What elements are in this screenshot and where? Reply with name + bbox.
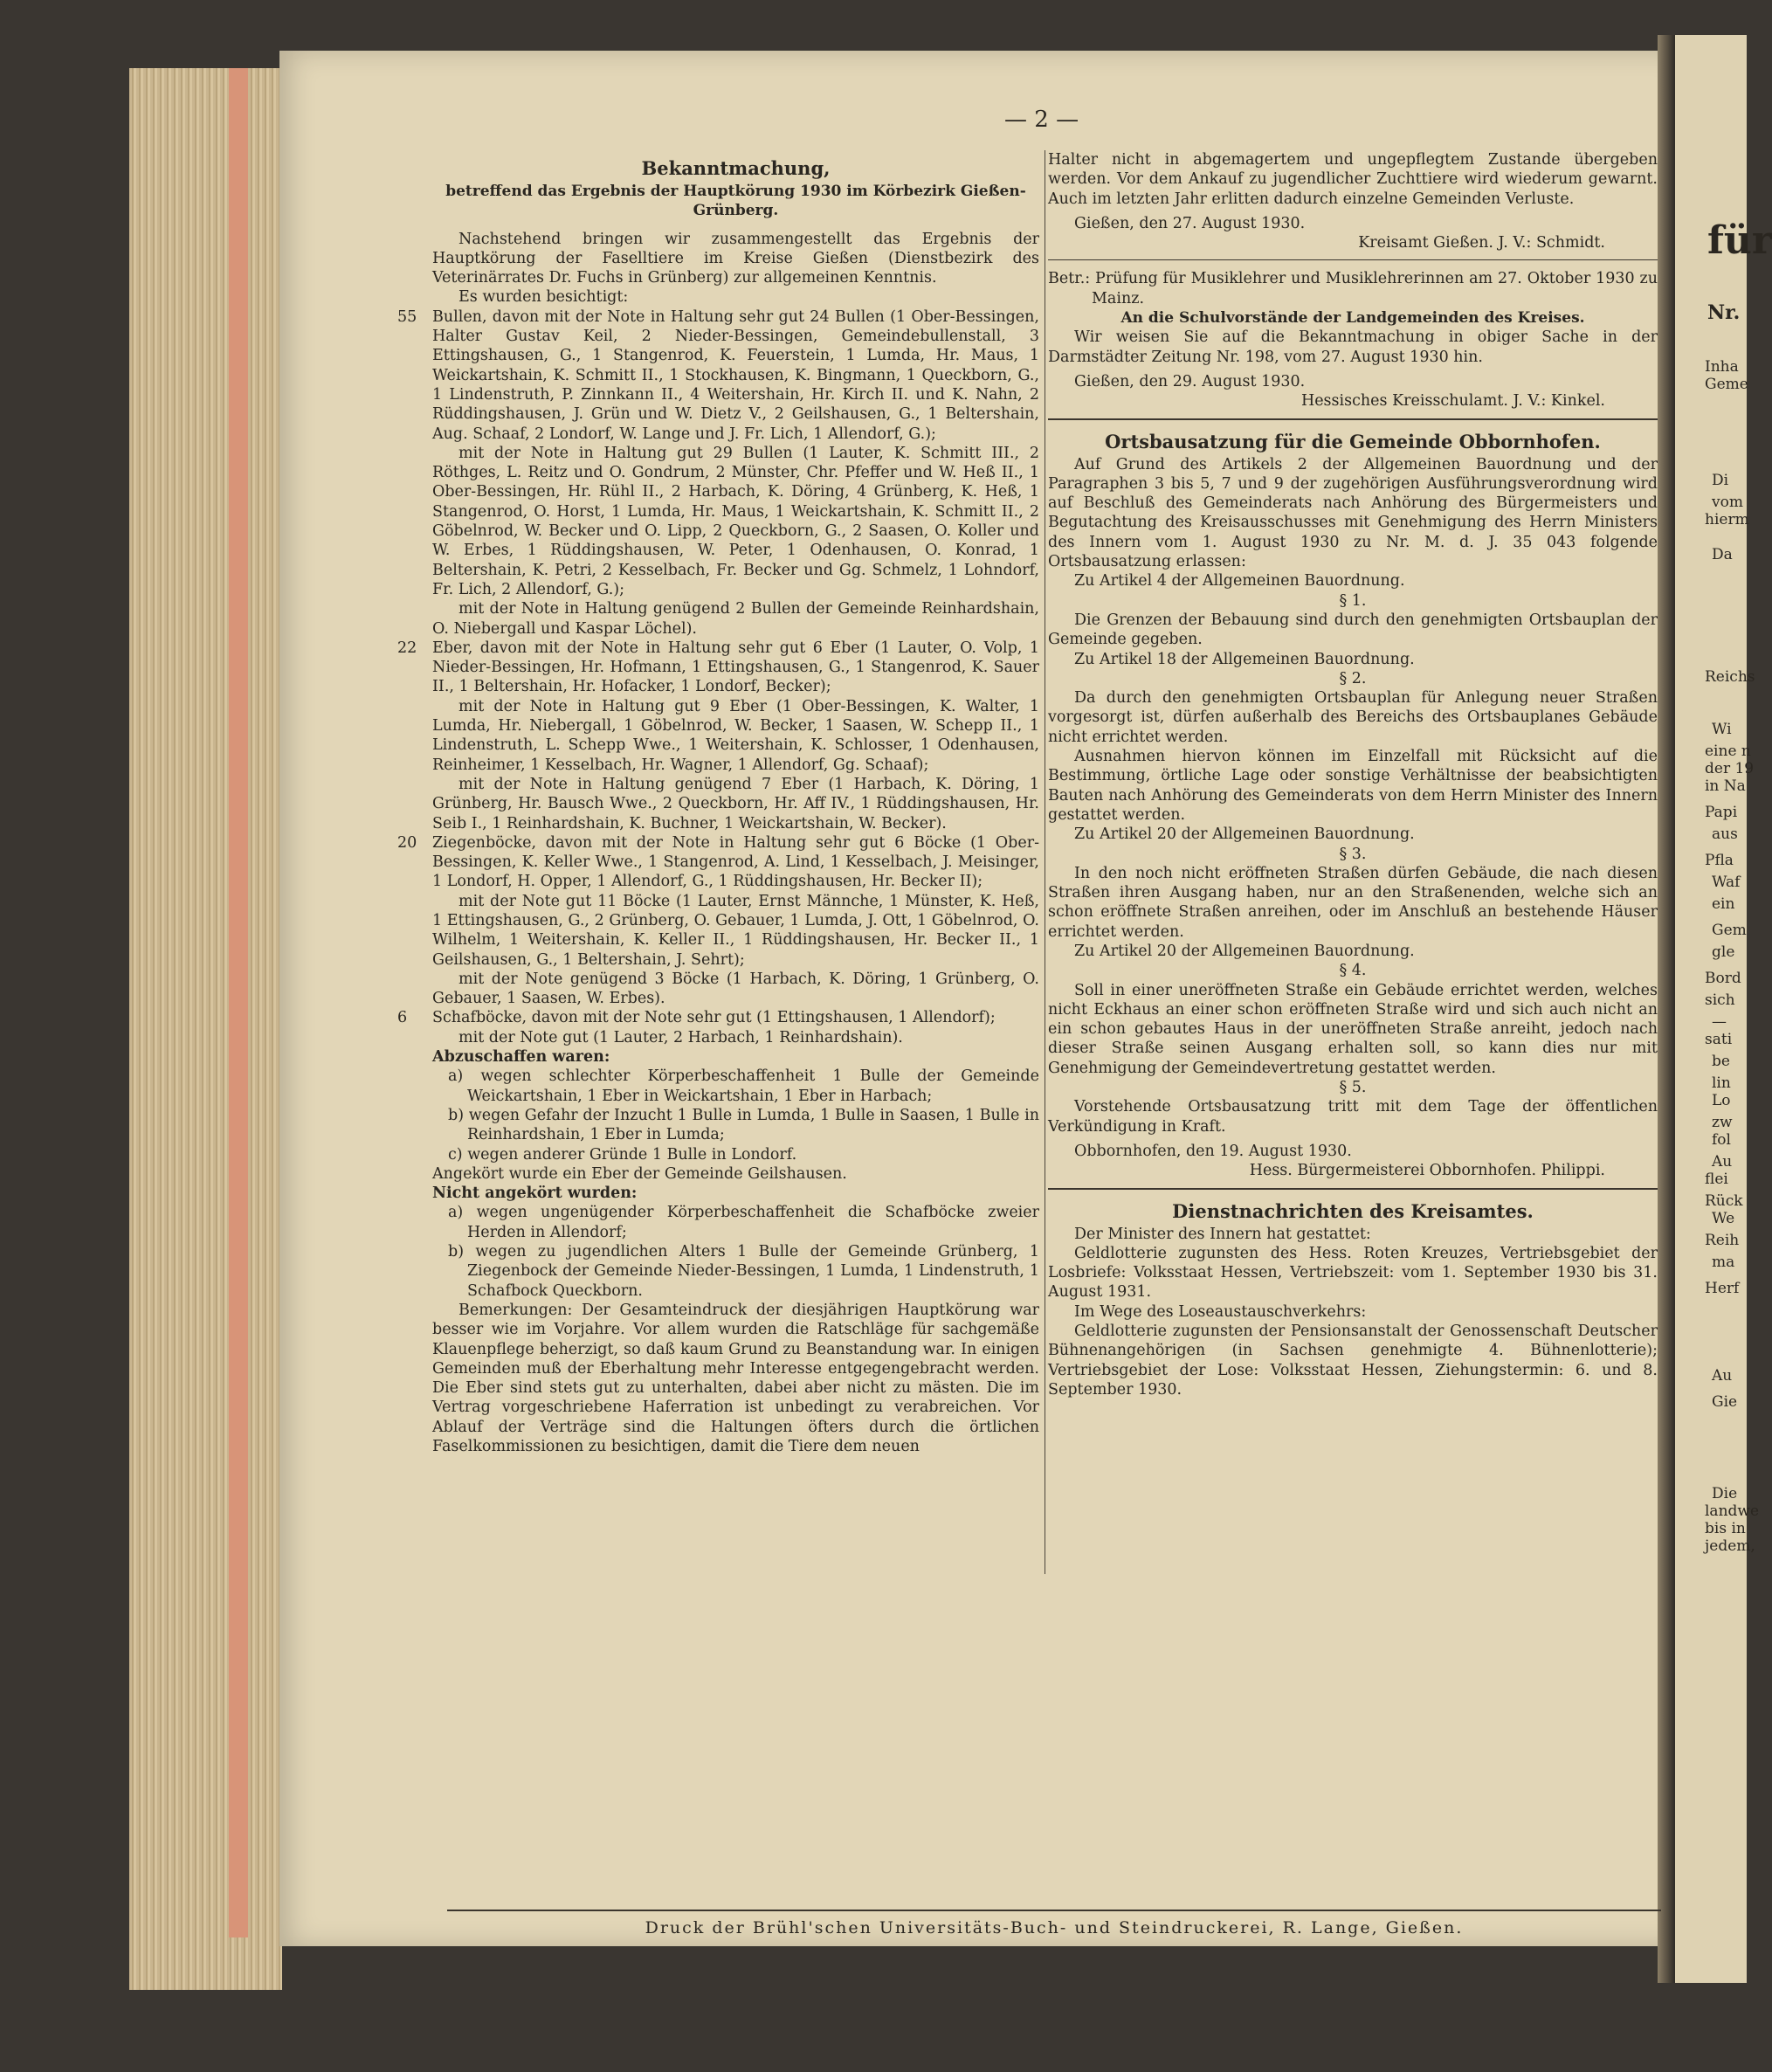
next-page-fragment: Reih (1705, 1232, 1740, 1249)
list-item-eber (397, 639, 1039, 697)
ziegen-genuegend: mit der Note genügend 3 Böcke (1 Harbach, K. Döring, 1 Grünberg, O. Gebauer, 1 Saasen, W. Erbes). (432, 970, 1039, 1008)
abzu-c: c) wegen anderer Gründe 1 Bulle in Londorf. (448, 1145, 797, 1164)
book-red-edge (229, 68, 248, 1937)
next-page-fragment: aus (1712, 825, 1738, 843)
next-page-fragment: zw (1712, 1114, 1733, 1131)
ortsbau-intro: Auf Grund des Artikels 2 der Allgemeinen Bauordnung und der Paragraphen 3 bis 5, 7 und 9 der zugehörigen Ausführungsverordnung wird auf Beschluß des Gemeinderats nach Anhörung des Bürgermeisters und Begutachtung des Kreisausschusses mit Genehmigung des Herrn Ministers des Innern vom 1. August 1930 zu Nr. M. d. J. 35 043 folgende Ortsbausatzung erlassen: (1048, 455, 1658, 571)
next-page-fragment: flei (1705, 1171, 1728, 1188)
ziegen-text: Ziegenböcke, davon mit der Note in Haltung sehr gut 6 Böcke (1 Ober-Bessingen, K. Keller Wwe., 1 Stangenrod, A. Lind, 1 Kesselbach, J. Meisinger, 1 Londorf, H. Opper, 1 Allendorf, G., 1 Rüddingshausen, Hr. Becker II); (432, 833, 1039, 891)
next-page-fragment: sich (1705, 991, 1735, 1009)
abzu-b: b) wegen Gefahr der Inzucht 1 Bulle in Lumda, 1 Bulle in Saasen, 1 Bulle in Reinhardshain, 1 Eber in Lumda; (448, 1106, 1039, 1144)
next-page-fragment: jedem, (1705, 1537, 1755, 1555)
bemerkungen: Bemerkungen: Der Gesamteindruck der diesjährigen Hauptkörung war besser wie im Vorjahre. Vor allem wurden die Ratschläge für sachgemäße Klauenpflege beherzigt, so daß kaum Grund zu Beanstandung war. In einigen Gemeinden muß der Eberhaltung mehr Interesse entgegengebracht werden. Die Eber sind stets gut zu unterhalten, dabei aber nicht zu mästen. Die im Vertrag vorgeschriebene Haferration ist unbedingt zu verabreichen. Vor Ablauf der Verträge sind die Haltungen öfters durch die örtlichen Faselkommissionen zu besichtigen, damit die Tiere dem neuen (432, 1301, 1039, 1455)
list-item-ziegen (397, 833, 1039, 892)
ortsbau-heading: Ortsbausatzung für die Gemeinde Obbornhofen. (1105, 430, 1601, 452)
list-item-schaf (397, 1008, 1039, 1027)
next-page-fragment: Waf (1712, 874, 1741, 891)
schaf-count: 6 (397, 1009, 408, 1027)
schul-text: Wir weisen Sie auf die Bekanntmachung in obiger Sache in der Darmstädter Zeitung Nr. 198, vom 27. August 1930 hin. (1048, 328, 1658, 366)
next-page-fragment: ein (1712, 895, 1735, 913)
next-page-fragment: be (1712, 1053, 1730, 1070)
bullen-text: Bullen, davon mit der Note in Haltung sehr gut 24 Bullen (1 Ober-Bessingen, Halter Gustav Keil, 2 Nieder-Bessingen, Gemeindebullenstall, 3 Ettingshausen, G., 1 Stangenrod, K. Feuerstein, 1 Lumda, Hr. Maus, 1 Weickartshain, K. Schmitt II., 1 Stockhausen, K. Bingmann, 1 Queckborn, G., 1 Lindenstruth, P. Zinnkann II., 4 Weitershain, Hr. Kirch II. und K. Nahn, 2 Rüddingshausen, J. Grün und W. Dietz V., 2 Geilshausen, G., 1 Beltershain, Aug. Schaaf, 2 Londorf, W. Lange und J. Fr. Lich, 1 Allendorf, G.); (432, 307, 1039, 443)
schul-signature: Hessisches Kreisschulamt. J. V.: Kinkel. (1300, 392, 1605, 411)
next-page-title: für (1707, 218, 1772, 263)
eber-genuegend: mit der Note in Haltung genügend 7 Eber (1 Harbach, K. Döring, 1 Grünberg, Hr. Bausch Wwe., 2 Queckborn, Hr. Aff IV., 1 Rüddingshausen, Hr. Seib I., 1 Reinhardshain, K. Buchner, 1 Weickartshain, W. Becker). (432, 775, 1039, 832)
next-page-fragment: We (1712, 1210, 1735, 1227)
next-page-fragment: Wi (1712, 721, 1732, 738)
schul-date: Gießen, den 29. August 1930. (1074, 372, 1306, 390)
next-page-fragment: Herf (1705, 1280, 1740, 1297)
next-page-fragment: Inha (1705, 358, 1739, 376)
list-item-bullen (397, 307, 1039, 444)
ortsbau-signature: Hess. Bürgermeisterei Obbornhofen. Philippi. (1249, 1162, 1605, 1180)
next-page-fragment: Au (1712, 1153, 1733, 1171)
paragraph-2: § 2. (1339, 669, 1367, 687)
dienst-line-1: Der Minister des Innern hat gestattet: (1074, 1225, 1371, 1243)
continued-text: Halter nicht in abgemagertem und ungepflegtem Zustande übergeben werden. Vor dem Ankauf zu jugendlicher Zuchttiere wird wiederum gewarnt. Auch im letzten Jahr erlitten dadurch einzelne Gemeinden Verluste. (1048, 151, 1658, 208)
schul-heading: An die Schulvorstände der Landgemeinden des Kreises. (1120, 309, 1585, 328)
next-page-fragment: Di (1712, 472, 1729, 489)
next-page-fragment: eine n (1705, 742, 1751, 760)
dienst-line-4: Geldlotterie zugunsten der Pensionsanstalt der Genossenschaft Deutscher Bühnenangehörigen (in Sachsen genehmigte 4. Bühnenlotterie); Vertriebsgebiet der Lose: Volksstaat Hessen, Ziehungstermin: 6. und 8. September 1930. (1048, 1323, 1658, 1399)
schaf-text: Schafböcke, davon mit der Note sehr gut (1 Ettingshausen, 1 Allendorf); (432, 1009, 996, 1027)
paragraph-3: § 3. (1339, 845, 1367, 863)
schaf-gut: mit der Note gut (1 Lauter, 2 Harbach, 1 Reinhardshain). (459, 1028, 903, 1046)
ziegen-count: 20 (397, 833, 417, 852)
continued-signature: Kreisamt Gießen. J. V.: Schmidt. (1358, 234, 1605, 252)
artikel-4: Zu Artikel 4 der Allgemeinen Bauordnung. (1074, 572, 1405, 591)
eber-gut: mit der Note in Haltung gut 9 Eber (1 Ober-Bessingen, K. Walter, 1 Lumda, Hr. Niebergall, 1 Göbelnrod, W. Becker, 1 Saasen, W. Schepp II., 1 Lindenstruth, L. Schepp Wwe., 1 Weitershain, K. Schlosser, 1 Odenhausen, Reinheimer, 1 Kesselbach, Hr. Wagner, 1 Allendorf, Gg. Schaaf); (432, 697, 1039, 774)
abzu-a: a) wegen schlechter Körperbeschaffenheit 1 Bulle der Gemeinde Weickartshain, 1 Eber in Weickartshain, 1 Eber in Harbach; (448, 1067, 1039, 1105)
next-page-fragment: ma (1712, 1254, 1735, 1271)
eber-text: Eber, davon mit der Note in Haltung sehr gut 6 Eber (1 Lauter, O. Volp, 1 Nieder-Bessingen, Hr. Hofmann, 1 Ettingshausen, G., 1 Stangenrod, K. Sauer II., 1 Beltershain, Hr. Hofacker, 1 Londorf, Becker); (432, 639, 1039, 696)
paragraph-5-text: Vorstehende Ortsbausatzung tritt mit dem Tage der öffentlichen Verkündigung in Kraft. (1048, 1098, 1658, 1136)
artikel-18: Zu Artikel 18 der Allgemeinen Bauordnung. (1074, 650, 1415, 668)
next-page-fragment: Pfla (1705, 852, 1734, 869)
paragraph-1-text: Die Grenzen der Bebauung sind durch den genehmigten Ortsbauplan der Gemeinde gegeben. (1048, 611, 1658, 649)
next-page-fragment: der 19 (1705, 760, 1755, 777)
next-page-nr: Nr. (1707, 301, 1741, 324)
paragraph-4-text: Soll in einer uneröffneten Straße ein Gebäude errichtet werden, welches nicht Eckhaus an einer schon eröffneten Straße wird und sich auch nicht an ein schon gebautes Haus in der uneröffneten Straße anreiht, jedoch nach dieser Straße seinen Ausgang erhalten soll, so kann dies nur mit Genehmigung der Gemeindevertretung gestattet werden. (1048, 981, 1658, 1077)
notice-subtitle: betreffend das Ergebnis der Hauptkörung 1930 im Körbezirk Gießen-Grünberg. (445, 183, 1026, 220)
nicht-heading: Nicht angekört wurden: (432, 1184, 638, 1203)
next-page-fragment: bis in (1705, 1520, 1746, 1537)
ortsbau-date: Obbornhofen, den 19. August 1930. (1074, 1142, 1352, 1160)
next-page-fragment: Papi (1705, 804, 1738, 821)
nicht-a: a) wegen ungenügender Körperbeschaffenheit die Schafböcke zweier Herden in Allendorf; (448, 1204, 1039, 1241)
next-page-fragment: Geme (1705, 376, 1748, 393)
dienst-line-3: Im Wege des Loseaustauschverkehrs: (1074, 1302, 1367, 1321)
separator (1048, 259, 1658, 260)
next-page-fragment: gle (1712, 943, 1735, 961)
nicht-b: b) wegen zu jugendlichen Alters 1 Bulle der Gemeinde Grünberg, 1 Ziegenbock der Gemeinde Nieder-Bessingen, 1 Lumda, 1 Lindenstruth, 1 Schafbock Queckborn. (448, 1243, 1039, 1300)
right-column (1048, 150, 1658, 1399)
next-page-fragment: Da (1712, 546, 1733, 563)
dienst-line-2: Geldlotterie zugunsten des Hess. Roten Kreuzes, Vertriebsgebiet der Losbriefe: Volksstaat Hessen, Vertriebszeit: vom 1. September 1930 bis 31. August 1931. (1048, 1244, 1658, 1302)
next-page-fragment: landwe (1705, 1502, 1760, 1520)
notice-title: Bekanntmachung, (641, 157, 831, 179)
bullen-gut: mit der Note in Haltung gut 29 Bullen (1 Lauter, K. Schmitt III., 2 Röthges, L. Reitz und O. Gondrum, 2 Münster, Chr. Pfeffer und W. Heß II., 1 Ober-Bessingen, Hr. Rühl II., 2 Harbach, K. Döring, 4 Grünberg, K. Heß, 1 Stangenrod, O. Horst, 1 Lumda, Hr. Maus, 1 Weickartshain, K. Schmitt II., 2 Göbelnrod, W. Becker und O. Lipp, 2 Queckborn, G., 2 Saasen, O. Koller und W. Erbes, 1 Rüddingshausen, W. Peter, 1 Odenhausen, O. Konrad, 1 Beltershain, K. Petri, 2 Kesselbach, Fr. Becker und Gg. Schmelz, 1 Lohndorf, Fr. Lich, 2 Allendorf, G.); (432, 444, 1039, 598)
paragraph-5: § 5. (1339, 1079, 1367, 1097)
next-page-fragment: Reichs (1705, 668, 1755, 686)
left-column (397, 155, 1039, 1456)
paragraph-2-text2: Ausnahmen hiervon können im Einzelfall mit Rücksicht auf die Bestimmung, örtliche Lage oder sonstige Verhältnisse der beabsichtigten Bauten nach Anhörung des Gemeinderats von dem Herrn Minister des Innern gestattet werden. (1048, 748, 1658, 824)
page-number: — 2 — (1004, 107, 1079, 133)
paragraph-4: § 4. (1339, 962, 1367, 980)
bullen-genuegend: mit der Note in Haltung genügend 2 Bullen der Gemeinde Reinhardshain, O. Niebergall und Kaspar Löchel). (432, 600, 1039, 638)
continued-date: Gießen, den 27. August 1930. (1074, 214, 1306, 232)
artikel-20b: Zu Artikel 20 der Allgemeinen Bauordnung. (1074, 942, 1415, 960)
next-page-fragment: hierm (1705, 511, 1749, 528)
next-page-fragment: vom (1712, 494, 1743, 511)
paragraph-1: § 1. (1339, 591, 1367, 610)
dienst-heading: Dienstnachrichten des Kreisamtes. (1172, 1199, 1534, 1222)
paragraph-3-text: In den noch nicht eröffneten Straßen dürfen Gebäude, die nach diesen Straßen ihren Ausgang haben, nur an den Straßenenden, welche sich an schon eröffnete Straßen anreihen, oder im Anschluß an bestehende Häuser errichtet werden. (1048, 864, 1658, 941)
abzu-heading: Abzuschaffen waren: (432, 1048, 610, 1067)
ziegen-gut: mit der Note gut 11 Böcke (1 Lauter, Ernst Männche, 1 Münster, K. Heß, 1 Ettingshausen, G., 2 Grünberg, O. Gebauer, 1 Lumda, J. Ott, 1 Göbelnrod, O. Wilhelm, 1 Weitershain, K. Keller II., 1 Rüddingshausen, Hr. Becker II., 1 Geilshausen, G., 1 Beltershain, J. Sehrt); (432, 892, 1039, 969)
next-page-fragment: sati (1705, 1031, 1733, 1048)
artikel-20a: Zu Artikel 20 der Allgemeinen Bauordnung. (1074, 825, 1415, 844)
notice-intro: Nachstehend bringen wir zusammengestellt das Ergebnis der Hauptkörung der Faselltiere im Kreise Gießen (Dienstbezirk des Veterinärrates Dr. Fuchs in Grünberg) zur allgemeinen Kenntnis. (432, 230, 1039, 287)
next-page-fragment: Gie (1712, 1393, 1738, 1411)
besichtigt-line: Es wurden besichtigt: (459, 288, 629, 307)
separator (1048, 1188, 1658, 1190)
next-page-fragment: Lo (1712, 1092, 1731, 1109)
printer-imprint: Druck der Brühl'schen Universitäts-Buch- und Steindruckerei, R. Lange, Gießen. (645, 1918, 1464, 1937)
betr-line: Betr.: Prüfung für Musiklehrer und Musiklehrerinnen am 27. Oktober 1930 zu Mainz. (1048, 270, 1658, 307)
paragraph-2-text: Da durch den genehmigten Ortsbauplan für Anlegung neuer Straßen vorgesorgt ist, dürfen außerhalb des Bereichs des Ortsbauplanes Gebäude nicht errichtet werden. (1048, 689, 1658, 746)
next-page-fragment: in Na (1705, 777, 1746, 795)
adjacent-page (1675, 35, 1747, 1983)
next-page-fragment: fol (1712, 1131, 1731, 1149)
book-page-edges (129, 68, 282, 1990)
book-gutter (1658, 35, 1675, 1983)
footer-rule (447, 1910, 1661, 1911)
bullen-count: 55 (397, 307, 417, 326)
eber-count: 22 (397, 639, 417, 657)
next-page-fragment: lin (1712, 1074, 1731, 1092)
next-page-fragment: Die (1712, 1485, 1738, 1502)
next-page-fragment: Au (1712, 1367, 1733, 1385)
next-page-fragment: Rück (1705, 1192, 1743, 1210)
separator (1048, 418, 1658, 420)
next-page-fragment: Gem (1712, 922, 1747, 939)
angekoert-line: Angekört wurde ein Eber der Gemeinde Geilshausen. (432, 1164, 847, 1183)
next-page-fragment: — (1712, 1013, 1727, 1031)
next-page-fragment: Bord (1705, 970, 1741, 987)
